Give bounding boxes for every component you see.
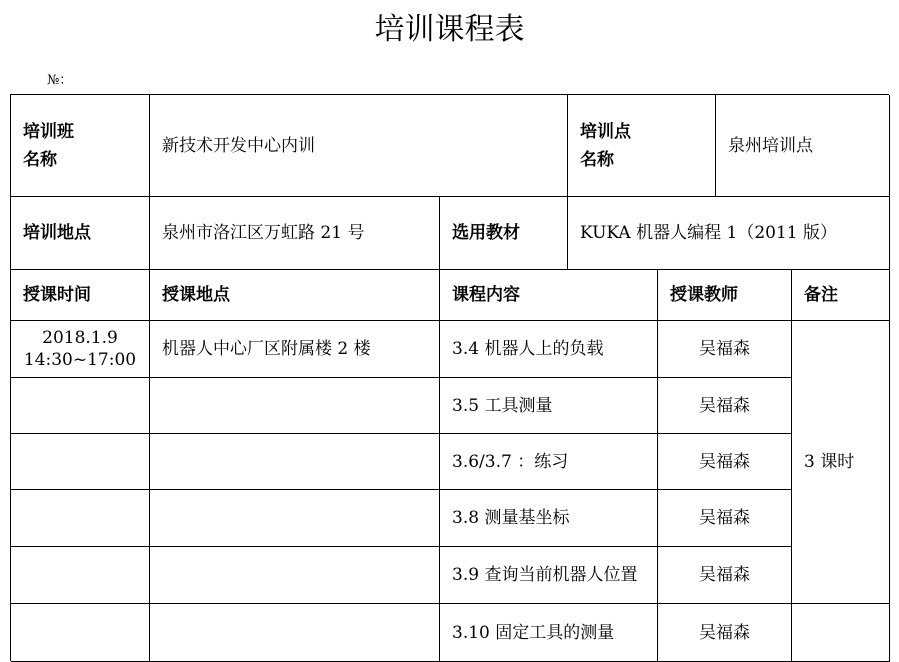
table-row-teacher: 吴福森 (658, 490, 792, 547)
table-row-content: 3.4 机器人上的负载 (440, 321, 658, 378)
table-row-content: 3.10 固定工具的测量 (440, 604, 658, 662)
table-row-teacher: 吴福森 (658, 434, 792, 490)
column-header-content: 课程内容 (440, 270, 658, 321)
table-row-teacher: 吴福森 (658, 321, 792, 378)
session-date: 2018.1.9 (42, 328, 118, 348)
training-site-label-line2: 名称 (580, 149, 614, 170)
column-header-place: 授课地点 (150, 270, 440, 321)
class-name-label-line2: 名称 (23, 149, 57, 170)
table-row-teacher: 吴福森 (658, 604, 792, 662)
table-row-teacher: 吴福森 (658, 547, 792, 604)
class-name-label-line1: 培训班 (23, 121, 74, 142)
table-row-teacher: 吴福森 (658, 378, 792, 434)
table-row-content: 3.6/3.7 ：练习 (440, 434, 658, 490)
document-number-label: №： (47, 73, 73, 88)
training-site-label-line1: 培训点 (580, 121, 631, 142)
table-row-time (11, 604, 150, 662)
session-time-range: 14:30~17:00 (23, 350, 137, 370)
location-label: 培训地点 (11, 197, 150, 270)
table-row-content: 3.8 测量基坐标 (440, 490, 658, 547)
table-row-place (150, 490, 440, 547)
column-header-notes: 备注 (792, 270, 890, 321)
location-value: 泉州市洛江区万虹路 21 号 (150, 197, 440, 270)
table-row-content: 3.5 工具测量 (440, 378, 658, 434)
training-site-value: 泉州培训点 (716, 95, 890, 197)
class-name-value: 新技术开发中心内训 (150, 95, 568, 197)
table-row-content: 3.9 查询当前机器人位置 (440, 547, 658, 604)
training-site-label (568, 95, 716, 197)
table-row-place (150, 378, 440, 434)
session-place: 机器人中心厂区附属楼 2 楼 (150, 321, 440, 378)
textbook-label: 选用教材 (440, 197, 568, 270)
table-row-time (11, 378, 150, 434)
table-row-place (150, 604, 440, 662)
column-header-teacher: 授课教师 (658, 270, 792, 321)
table-row-time (11, 547, 150, 604)
schedule-table (10, 94, 889, 661)
textbook-value: KUKA 机器人编程 1（2011 版） (568, 197, 890, 270)
table-row-time (11, 434, 150, 490)
session-notes: 3 课时 (792, 321, 890, 604)
column-header-time: 授课时间 (11, 270, 150, 321)
table-row-notes (792, 604, 890, 662)
session-time (11, 321, 150, 378)
table-row-place (150, 547, 440, 604)
table-row-place (150, 434, 440, 490)
class-name-label (11, 95, 150, 197)
page-title: 培训课程表 (374, 12, 525, 47)
table-row-time (11, 490, 150, 547)
